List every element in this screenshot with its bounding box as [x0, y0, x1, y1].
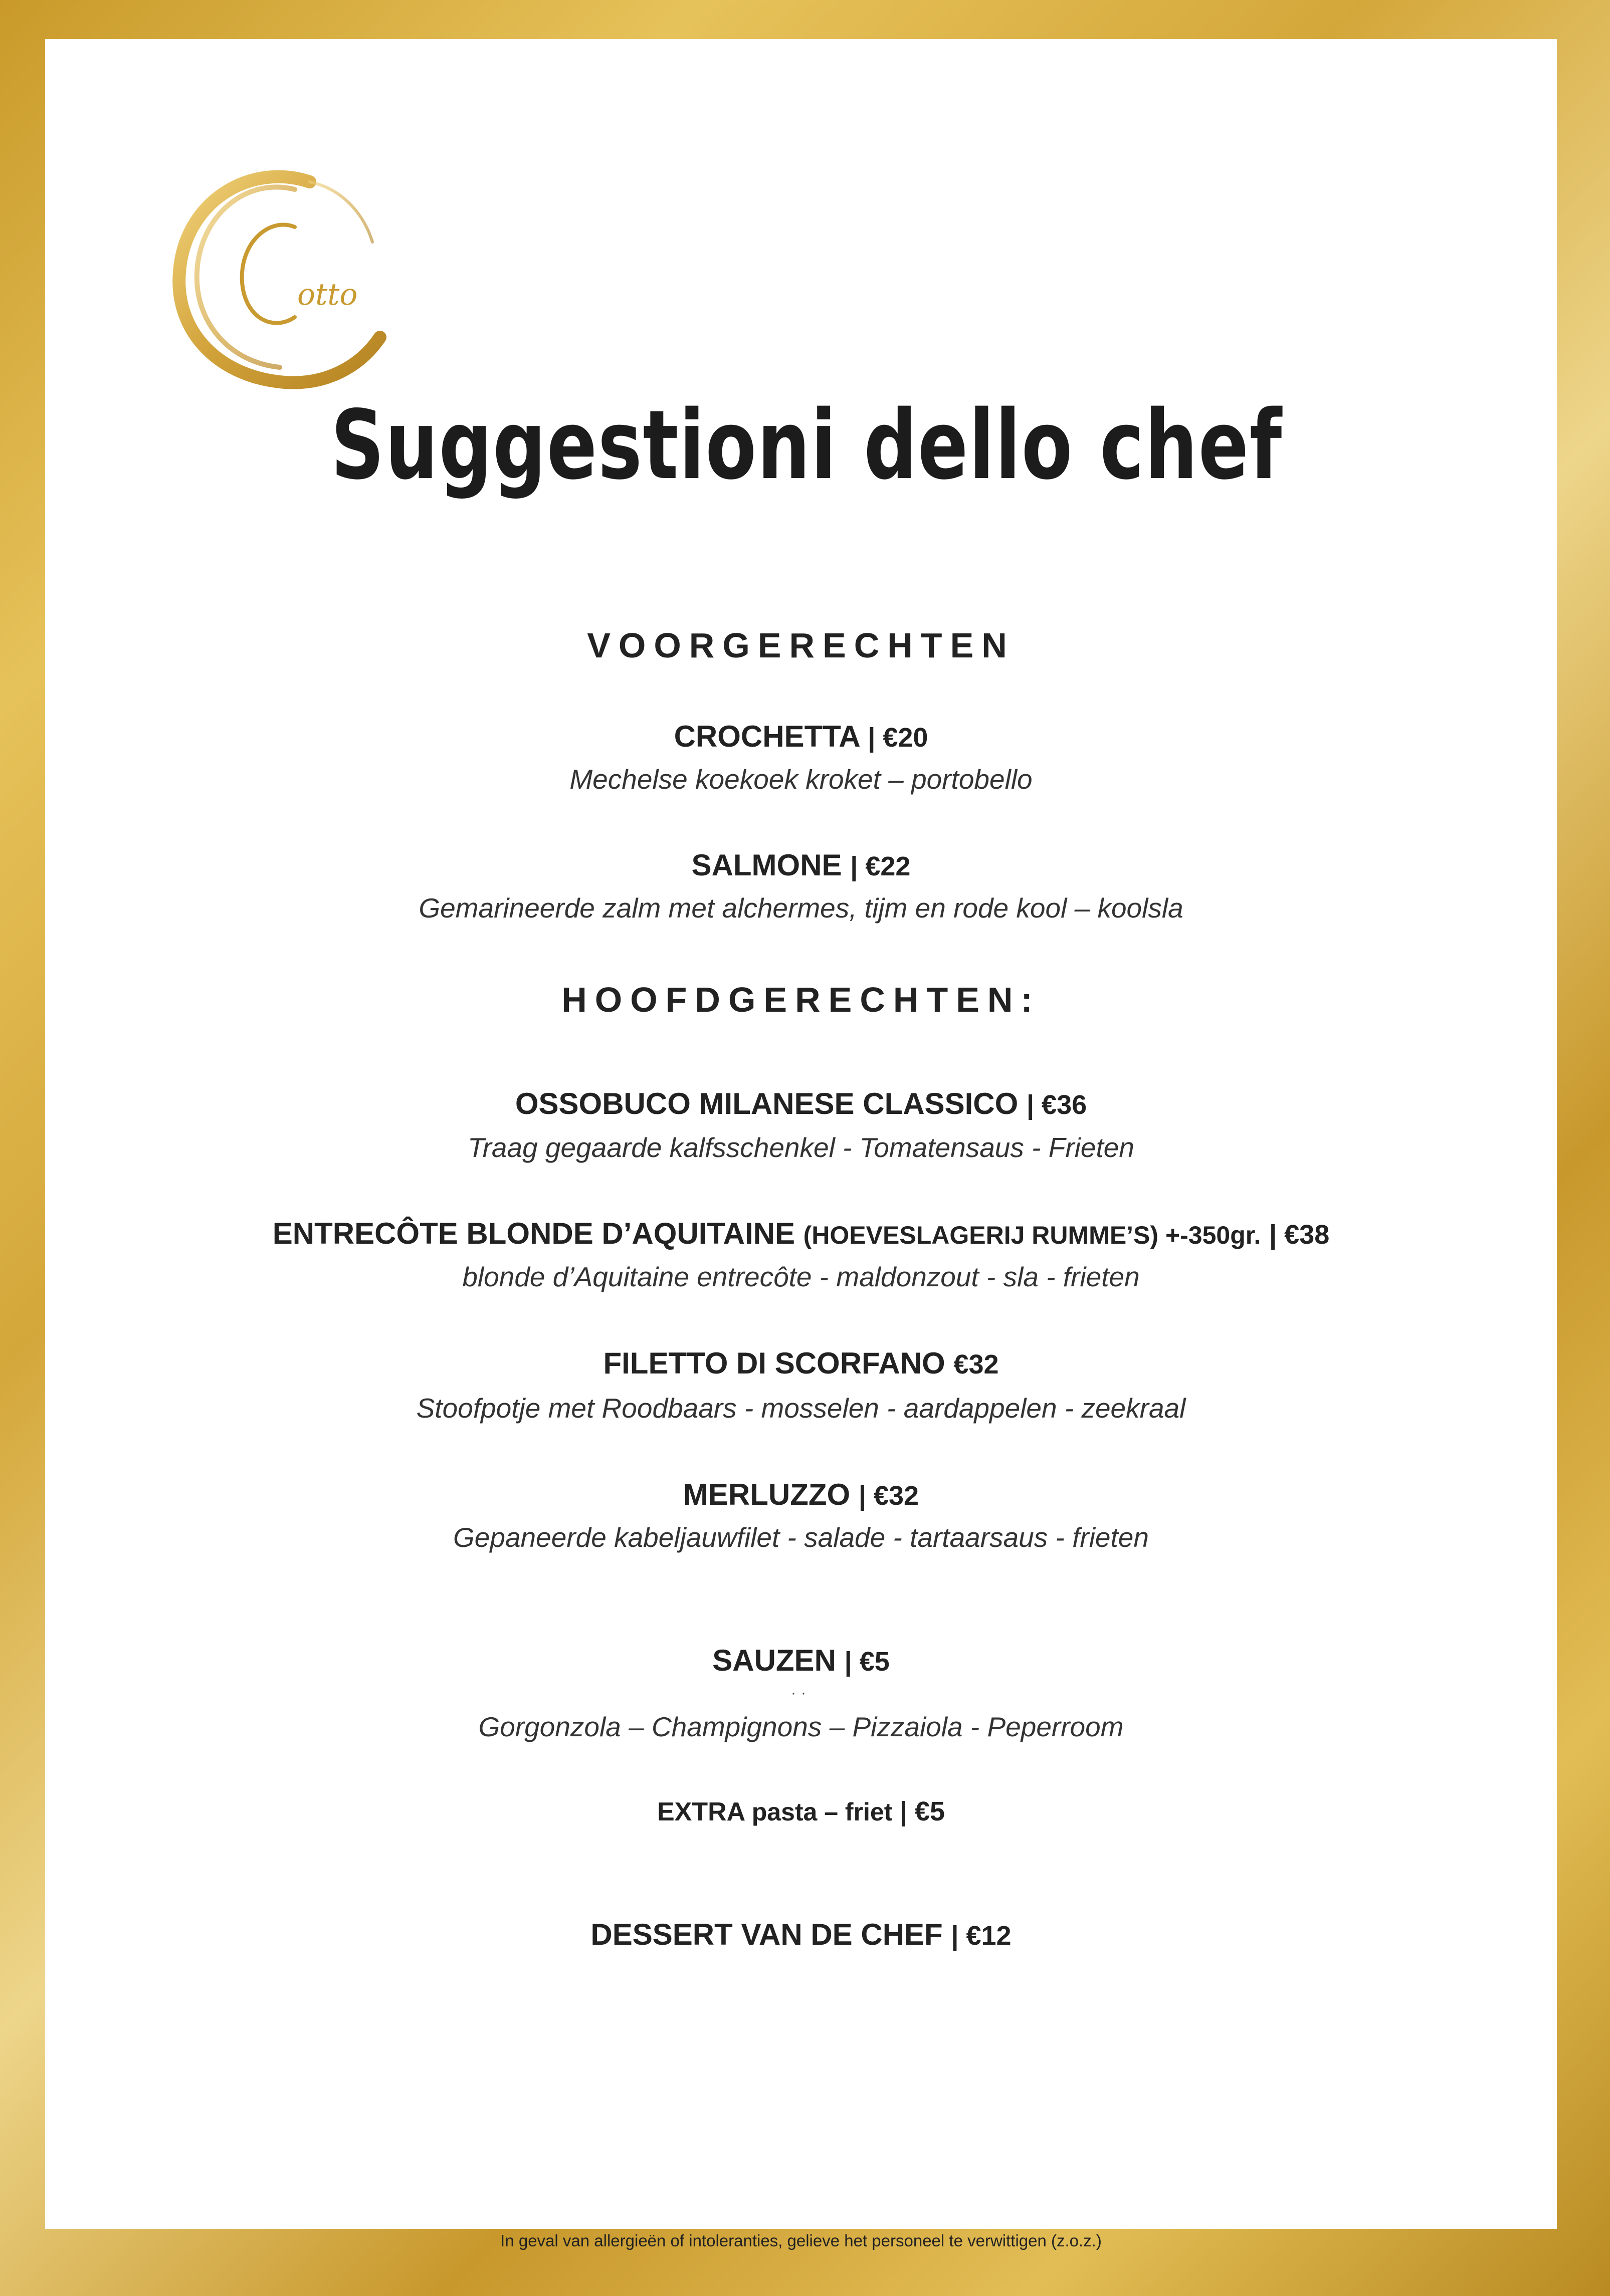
page-title: Suggestioni dello chef [331, 390, 1283, 501]
sauzen-description: Gorgonzola – Champignons – Pizzaiola - Peperroom [478, 1711, 1124, 1742]
dish-price: | €22 [850, 851, 911, 881]
dish-name: MERLUZZO [683, 1478, 851, 1511]
section-heading-hoofdgerechten: HOOFDGERECHTEN: [561, 980, 1041, 1019]
dish-name: FILETTO DI SCORFANO [603, 1346, 945, 1380]
dish-description: Traag gegaarde kalfsschenkel - Tomatensaus - Frieten [468, 1132, 1134, 1163]
extra-items: pasta – friet [751, 1798, 893, 1826]
dish-name: SAUZEN [712, 1644, 836, 1677]
dish-salmone [45, 848, 1557, 882]
dish-price: | €5 [844, 1647, 890, 1677]
dish-price: | €36 [1026, 1090, 1087, 1120]
dish-name: SALMONE [691, 848, 842, 882]
cotto-logo-icon [144, 142, 425, 422]
dessert-line [45, 1917, 1557, 1952]
extra-name: EXTRA [657, 1797, 745, 1826]
dish-merluzzo [45, 1477, 1557, 1512]
section-heading-voorgerechten: VOORGERECHTEN [587, 626, 1015, 665]
dish-subtitle: (HOEVESLAGERIJ RUMME’S) +-350gr. [803, 1221, 1261, 1249]
dish-description: Gemarineerde zalm met alchermes, tijm en rode kool – koolsla [419, 892, 1183, 924]
dish-price: | €38 [1269, 1220, 1330, 1250]
sauzen-heading [45, 1643, 1557, 1678]
dish-entrecote [45, 1216, 1557, 1251]
extra-line [45, 1796, 1557, 1827]
dish-name: ENTRECÔTE BLONDE D’AQUITAINE [272, 1217, 795, 1250]
dish-name: OSSOBUCO MILANESE CLASSICO [515, 1087, 1019, 1120]
svg-text:otto: otto [297, 277, 358, 312]
divider-dots: ·· [791, 1685, 811, 1701]
extra-price: | €5 [899, 1796, 945, 1826]
menu-page [45, 39, 1557, 2250]
dish-price: €32 [953, 1349, 999, 1380]
dish-price: | €20 [868, 723, 928, 753]
dish-ossobuco [45, 1086, 1557, 1121]
dish-name: CROCHETTA [674, 720, 860, 753]
dessert-price: | €12 [951, 1921, 1012, 1951]
dish-filetto-di-scorfano [45, 1346, 1557, 1381]
dish-description: Mechelse koekoek kroket – portobello [569, 764, 1033, 795]
dish-price: | €32 [858, 1481, 919, 1511]
dish-description: Stoofpotje met Roodbaars - mosselen - aardappelen - zeekraal [416, 1393, 1186, 1424]
dish-crochetta [45, 719, 1557, 754]
dessert-name: DESSERT VAN DE CHEF [590, 1918, 943, 1951]
dish-description: Gepaneerde kabeljauwfilet - salade - tartaarsaus - frieten [453, 1522, 1149, 1553]
allergy-footer-note: In geval van allergieën of intoleranties, gelieve het personeel te verwittigen (z.o.z.) [500, 2231, 1102, 2250]
dish-description: blonde d’Aquitaine entrecôte - maldonzout - sla - frieten [462, 1261, 1140, 1292]
